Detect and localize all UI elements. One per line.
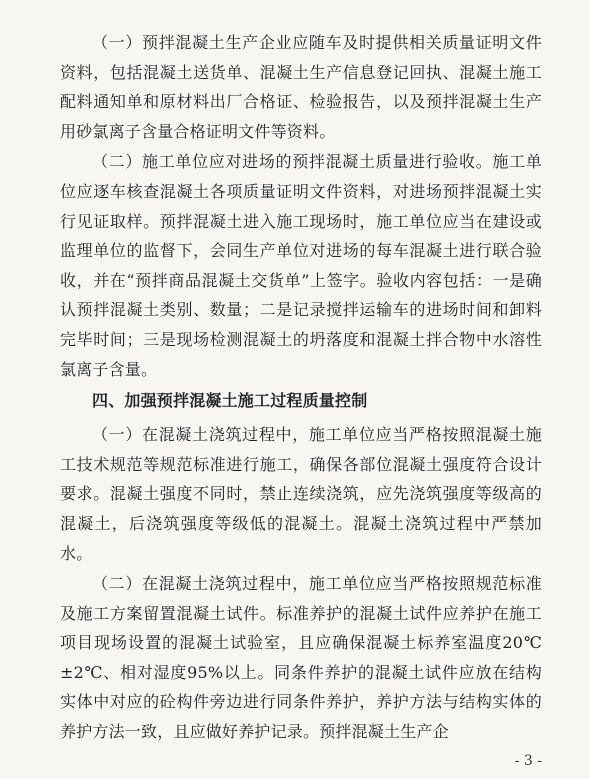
paragraph-3: （一）在混凝土浇筑过程中，施工单位应当严格按照混凝土施工技术规范等规范标准进行施工，确保各部位混凝土强度符合设计要求。混凝土强度不同时，禁止连续浇筑，应先浇筑强度等级高的混凝土，后浇筑强度等级低的混凝土。混凝土浇筑过程中严禁加水。 xyxy=(60,425,542,563)
section-heading-4: 四、加强预拌混凝土施工过程质量控制 xyxy=(92,391,368,411)
paragraph-4: （二）在混凝土浇筑过程中，施工单位应当严格按照规范标准及施工方案留置混凝土试件。标准养护的混凝土试件应养护在施工项目现场设置的混凝土试验室，且应确保混凝土标养室温度20℃±2℃、相对湿度95%以上。同条件养护的混凝土试件应放在结构实体中对应的砼构件旁边进行同条件养护，养护方法与结构实体的养护方法一致，且应做好养护记录。预拌混凝土生产企 xyxy=(60,574,542,742)
document-body xyxy=(60,28,542,748)
paragraph-2: （二）施工单位应对进场的预拌混凝土质量进行验收。施工单位应逐车核查混凝土各项质量证明文件资料，对进场预拌混凝土实行见证取样。预拌混凝土进入施工现场时，施工单位应当在建设或监理单位的监督下，会同生产单位对进场的每车混凝土进行联合验收，并在“预拌商品混凝土交货单”上签字。验收内容包括：一是确认预拌混凝土类别、数量；二是记录搅拌运输车的进场时间和卸料完毕时间；三是现场检测混凝土的坍落度和混凝土拌合物中水溶性氯离子含量。 xyxy=(60,152,542,379)
page-number: - 3 - xyxy=(514,753,542,769)
paragraph-1: （一）预拌混凝土生产企业应随车及时提供相关质量证明文件资料，包括混凝土送货单、混凝土生产信息登记回执、混凝土施工配料通知单和原材料出厂合格证、检验报告，以及预拌混凝土生产用砂氯离子含量合格证明文件等资料。 xyxy=(60,33,542,141)
